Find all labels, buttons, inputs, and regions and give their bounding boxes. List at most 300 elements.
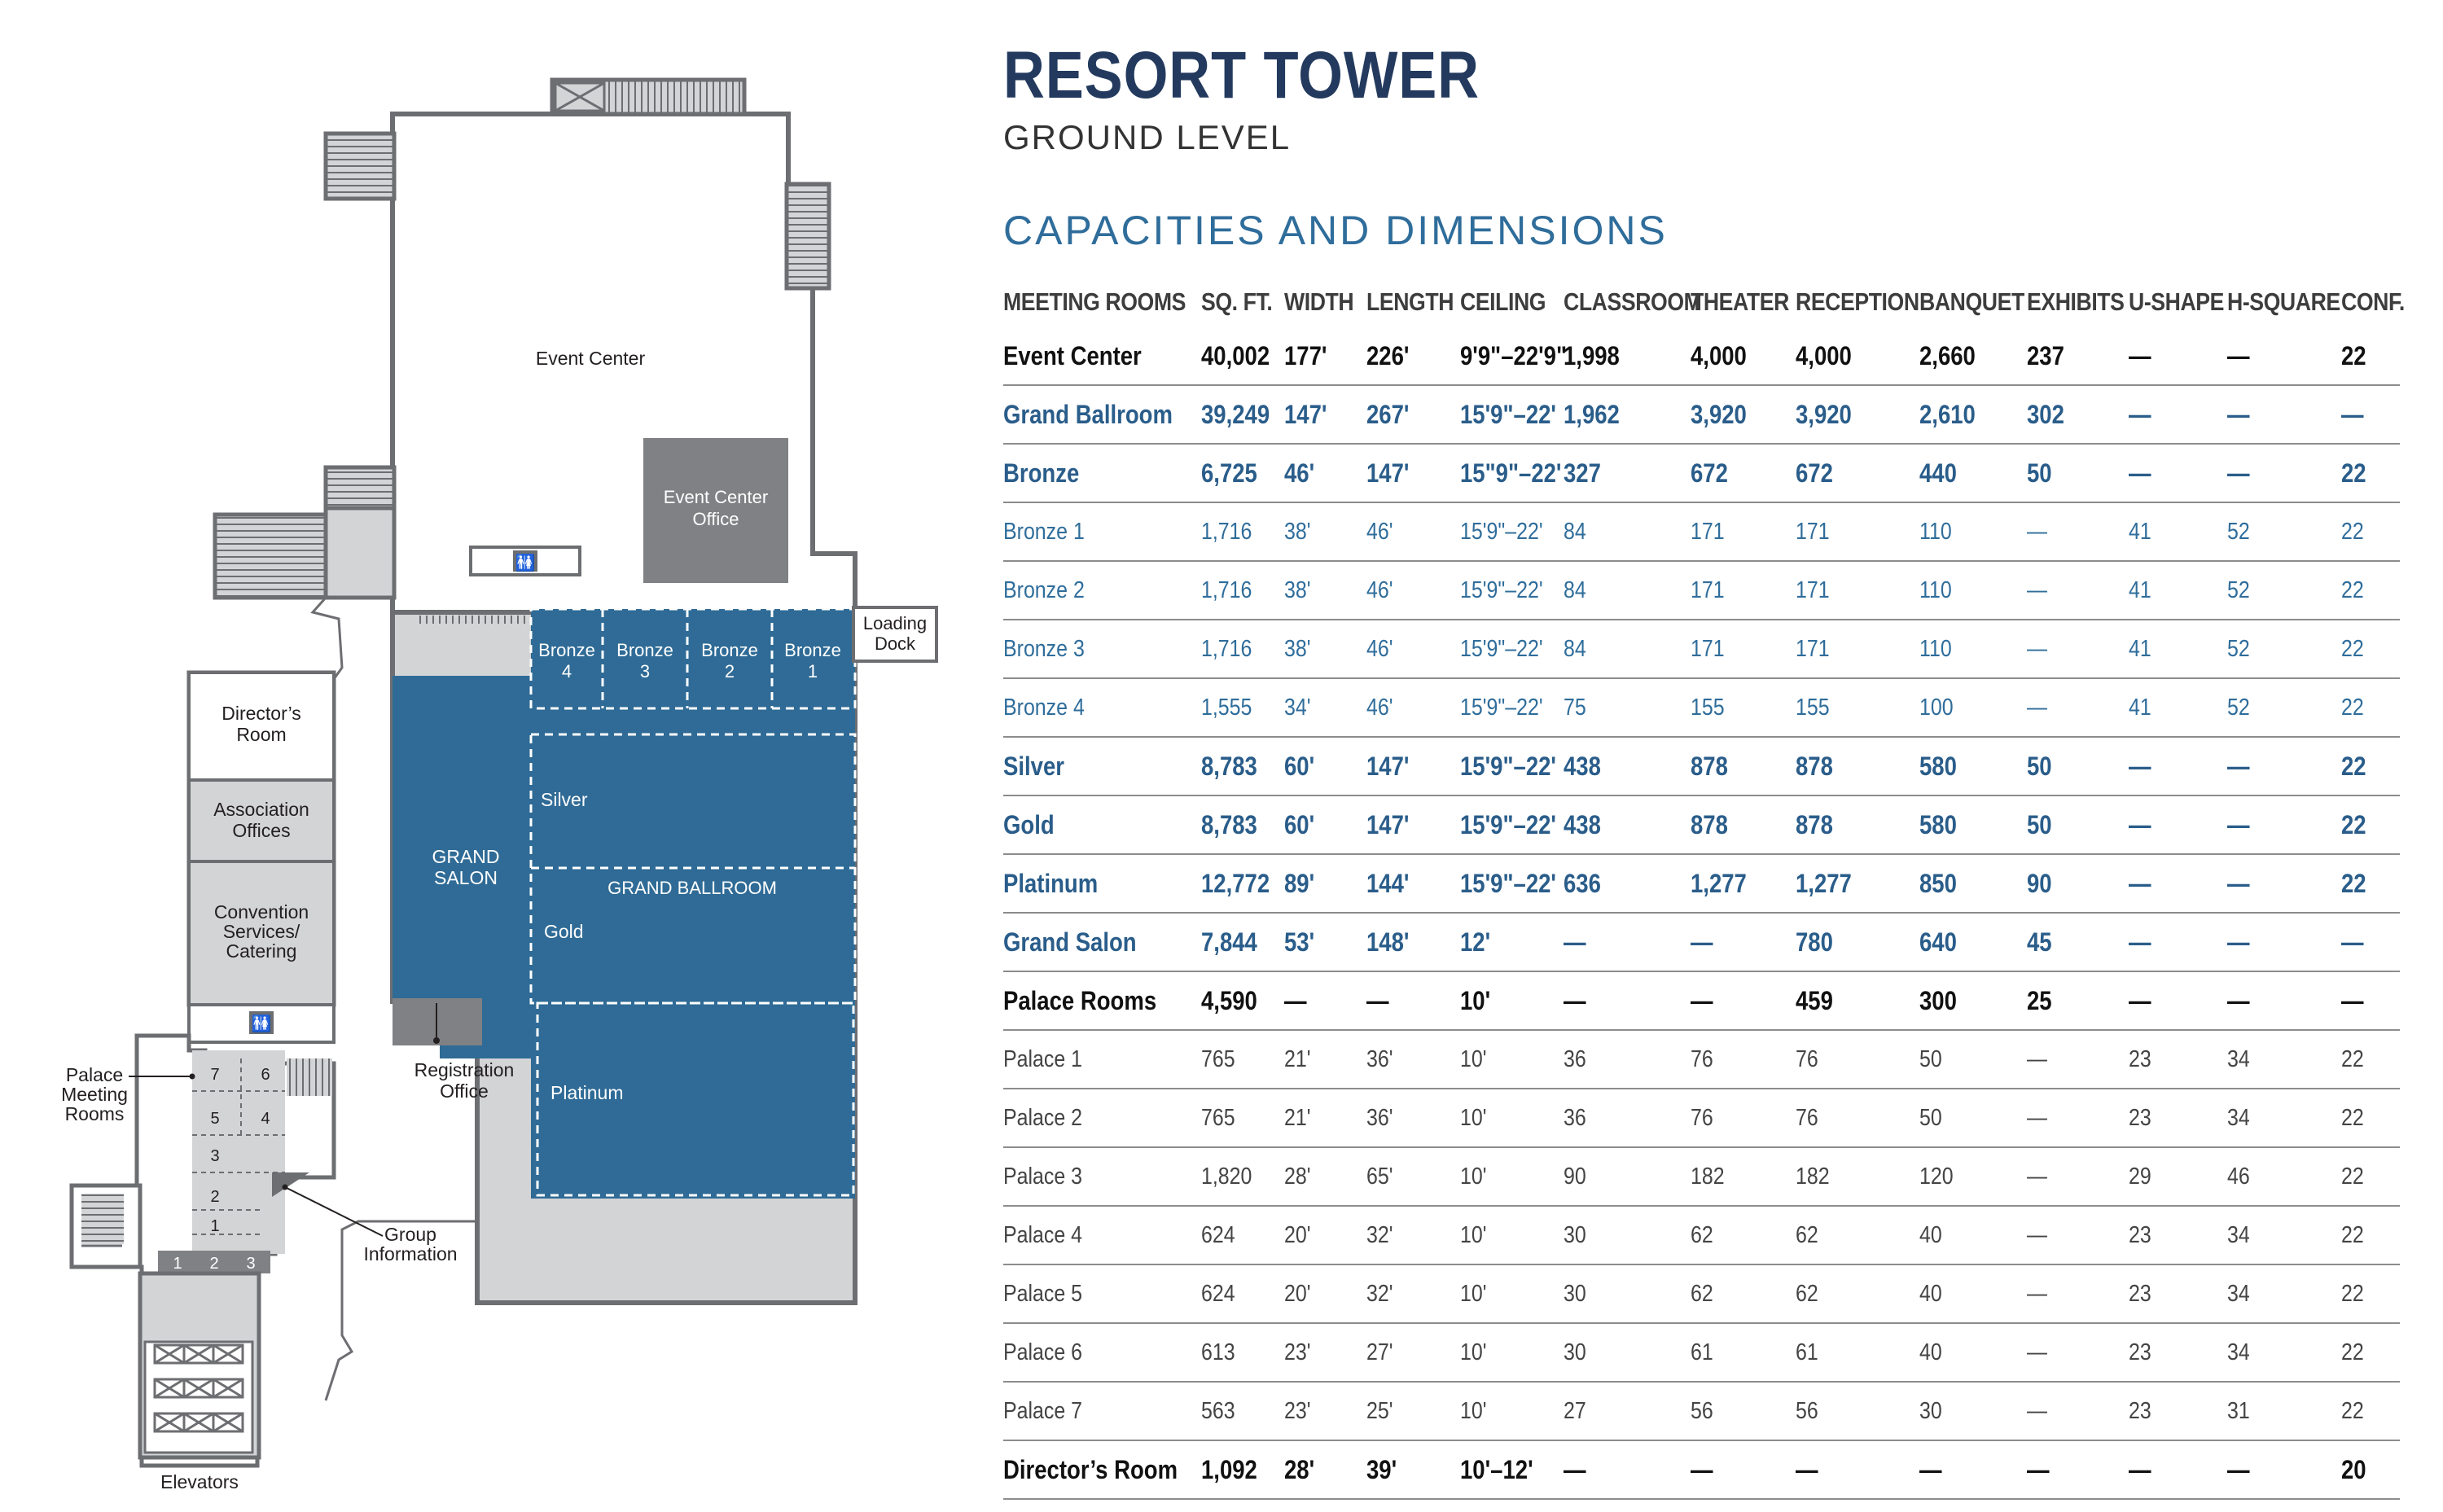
table-cell: 46' (1284, 444, 1366, 502)
svg-text:Services/: Services/ (222, 921, 300, 942)
table-cell: — (2027, 502, 2129, 561)
table-cell: 580 (1919, 737, 2027, 795)
table-cell: 76 (1796, 1030, 1919, 1089)
svg-text:Rooms: Rooms (64, 1103, 125, 1124)
table-cell: 22 (2341, 1206, 2400, 1264)
table-row (1003, 854, 2400, 913)
table-cell: 9'9"–22'9" (1460, 327, 1564, 385)
table-cell: — (1564, 913, 1691, 971)
svg-text:SALON: SALON (434, 867, 498, 888)
table-cell: 22 (2341, 854, 2400, 913)
group-information[interactable] (283, 1185, 458, 1265)
capacities-table (1003, 277, 2405, 1500)
table-cell: 780 (1796, 913, 1919, 971)
table-cell: 30 (1564, 1323, 1691, 1382)
table-cell: 10' (1460, 1206, 1564, 1264)
table-cell: 30 (1564, 1206, 1691, 1264)
table-row (1003, 913, 2400, 971)
table-cell: 34 (2227, 1206, 2341, 1264)
table-cell: — (2129, 385, 2227, 444)
table-cell: — (1691, 971, 1796, 1030)
svg-text:4: 4 (261, 1110, 270, 1128)
table-cell: 155 (1796, 678, 1919, 737)
table-cell: 171 (1691, 502, 1796, 561)
table-cell: 40,002 (1201, 327, 1284, 385)
table-cell: 46' (1366, 678, 1460, 737)
table-cell: 1,716 (1201, 620, 1284, 678)
table-cell: 40 (1919, 1323, 2027, 1382)
table-cell: — (2027, 1323, 2129, 1382)
table-cell: — (2027, 1147, 2129, 1206)
table-cell: 171 (1796, 502, 1919, 561)
svg-text:7: 7 (210, 1066, 220, 1084)
table-cell: — (2341, 385, 2400, 444)
svg-text:Office: Office (440, 1080, 489, 1102)
table-cell: 12,772 (1201, 854, 1284, 913)
gold-room[interactable]: Gold (544, 921, 584, 942)
table-cell: 22 (2341, 1089, 2400, 1147)
table-cell: 40 (1919, 1264, 2027, 1323)
svg-text:1: 1 (807, 661, 818, 681)
table-row (1003, 1264, 2400, 1323)
grand-ballroom[interactable] (531, 609, 855, 1199)
table-cell: 624 (1201, 1264, 1284, 1323)
table-row (1003, 795, 2400, 854)
table-cell: 10' (1460, 1147, 1564, 1206)
table-cell: 878 (1691, 795, 1796, 854)
table-cell: 267' (1366, 385, 1460, 444)
table-cell: 41 (2129, 502, 2227, 561)
event-center-label: Event Center (535, 348, 646, 369)
table-cell: — (2227, 795, 2341, 854)
table-cell: 110 (1919, 620, 2027, 678)
table-cell: 22 (2341, 444, 2400, 502)
page-subtitle: GROUND LEVEL (1003, 118, 1292, 156)
table-cell: 177' (1284, 327, 1366, 385)
svg-text:3: 3 (639, 661, 651, 681)
table-cell: 38' (1284, 620, 1366, 678)
table-cell: 36' (1366, 1030, 1460, 1089)
table-cell: 41 (2129, 678, 2227, 737)
room-name-cell: Grand Ballroom (1003, 385, 1201, 444)
room-name-cell: Palace 4 (1003, 1206, 1201, 1264)
column-header: U-SHAPE (2129, 287, 2224, 316)
table-cell: 1,716 (1201, 561, 1284, 620)
table-cell: 15'9"–22' (1460, 678, 1564, 737)
table-cell: 76 (1691, 1089, 1796, 1147)
table-cell: 39' (1366, 1440, 1460, 1499)
table-cell: 878 (1796, 737, 1919, 795)
svg-text:Room: Room (236, 724, 287, 745)
table-cell: 22 (2341, 620, 2400, 678)
table-cell: 438 (1564, 737, 1691, 795)
column-header: MEETING ROOMS (1003, 287, 1186, 316)
table-cell: 21' (1284, 1030, 1366, 1089)
column-header: THEATER (1691, 287, 1789, 316)
table-cell: 65' (1366, 1147, 1460, 1206)
table-cell: 90 (1564, 1147, 1691, 1206)
table-cell: 624 (1201, 1206, 1284, 1264)
table-cell: 61 (1691, 1323, 1796, 1382)
table-cell: 237 (2027, 327, 2129, 385)
table-cell: 22 (2341, 561, 2400, 620)
event-center-office[interactable] (643, 438, 788, 583)
table-cell: 1,555 (1201, 678, 1284, 737)
svg-text:Palace: Palace (65, 1064, 124, 1085)
svg-text:1: 1 (173, 1255, 182, 1273)
svg-text:Bronze: Bronze (538, 640, 595, 660)
table-cell: 62 (1796, 1264, 1919, 1323)
table-cell: 38' (1284, 561, 1366, 620)
svg-text:3: 3 (210, 1147, 220, 1165)
svg-text:3: 3 (246, 1255, 256, 1273)
restroom-icon (471, 547, 580, 575)
table-row (1003, 1089, 2400, 1147)
table-cell: 84 (1564, 502, 1691, 561)
table-cell: — (1366, 971, 1460, 1030)
table-cell: 36' (1366, 1089, 1460, 1147)
table-cell: 15'9"–22' (1460, 737, 1564, 795)
table-cell: 10' (1460, 971, 1564, 1030)
table-cell: — (1564, 971, 1691, 1030)
table-cell: 10' (1460, 1382, 1564, 1440)
table-cell: 580 (1919, 795, 2027, 854)
svg-text:Bronze: Bronze (784, 640, 841, 660)
table-cell: 1,962 (1564, 385, 1691, 444)
table-cell: 40 (1919, 1206, 2027, 1264)
convention-services[interactable] (189, 861, 334, 1005)
table-cell: — (1564, 1440, 1691, 1499)
svg-text:Offices: Offices (232, 820, 291, 841)
table-cell: — (2129, 854, 2227, 913)
table-cell: 22 (2341, 737, 2400, 795)
table-cell: 60' (1284, 795, 1366, 854)
table-cell: 147' (1366, 444, 1460, 502)
table-cell: 4,000 (1691, 327, 1796, 385)
svg-text:2: 2 (724, 661, 735, 681)
room-name-cell: Bronze 4 (1003, 678, 1201, 737)
table-cell: 50 (2027, 444, 2129, 502)
table-cell: — (2027, 1382, 2129, 1440)
table-cell: 10' (1460, 1089, 1564, 1147)
table-cell: 84 (1564, 561, 1691, 620)
table-cell: 15'9"–22' (1460, 620, 1564, 678)
table-cell: 12' (1460, 913, 1564, 971)
table-cell: 6,725 (1201, 444, 1284, 502)
silver-room[interactable]: Silver (541, 789, 588, 810)
table-cell: 171 (1691, 620, 1796, 678)
table-cell: 22 (2341, 502, 2400, 561)
table-cell: 20' (1284, 1206, 1366, 1264)
table-cell: 22 (2341, 678, 2400, 737)
svg-text:🚻: 🚻 (251, 1015, 272, 1033)
table-cell: 23 (2129, 1030, 2227, 1089)
stairs-icon (326, 134, 394, 199)
table-cell: 75 (1564, 678, 1691, 737)
table-cell: 1,716 (1201, 502, 1284, 561)
palace-meeting-rooms[interactable] (192, 1050, 285, 1254)
table-cell: — (2027, 678, 2129, 737)
table-cell: 7,844 (1201, 913, 1284, 971)
table-cell: 52 (2227, 620, 2341, 678)
table-cell: 32' (1366, 1206, 1460, 1264)
table-cell: 2,660 (1919, 327, 2027, 385)
table-cell: 29 (2129, 1147, 2227, 1206)
table-cell: 100 (1919, 678, 2027, 737)
svg-text:Convention: Convention (213, 901, 309, 923)
table-cell: 90 (2027, 854, 2129, 913)
table-cell: 52 (2227, 678, 2341, 737)
table-cell: — (2129, 737, 2227, 795)
room-name-cell: Bronze 2 (1003, 561, 1201, 620)
table-cell: 50 (2027, 737, 2129, 795)
elevator-icon (140, 1273, 259, 1457)
svg-text:Catering: Catering (226, 940, 297, 962)
table-row (1003, 1382, 2400, 1440)
column-header: CEILING (1460, 287, 1546, 316)
table-cell: 22 (2341, 327, 2400, 385)
table-cell: — (2027, 1030, 2129, 1089)
table-cell: — (2341, 913, 2400, 971)
svg-text:Event Center: Event Center (663, 487, 769, 507)
table-cell: 171 (1796, 561, 1919, 620)
table-cell: 1,820 (1201, 1147, 1284, 1206)
table-cell: 147' (1366, 795, 1460, 854)
table-cell: 34 (2227, 1323, 2341, 1382)
table-cell: — (2027, 1089, 2129, 1147)
table-row (1003, 620, 2400, 678)
table-row (1003, 1030, 2400, 1089)
table-cell: 46' (1366, 561, 1460, 620)
room-name-cell: Event Center (1003, 327, 1201, 385)
table-cell: 3,920 (1796, 385, 1919, 444)
table-cell: — (2129, 913, 2227, 971)
table-row (1003, 327, 2400, 385)
table-cell: 23' (1284, 1323, 1366, 1382)
platinum-room[interactable]: Platinum (550, 1082, 624, 1103)
svg-text:Meeting: Meeting (61, 1084, 128, 1105)
table-cell: — (2227, 737, 2341, 795)
table-cell: — (1284, 971, 1366, 1030)
table-cell: 640 (1919, 913, 2027, 971)
table-cell: 15'9"–22' (1460, 795, 1564, 854)
table-cell: 23 (2129, 1206, 2227, 1264)
svg-text:2: 2 (209, 1255, 219, 1273)
table-cell: — (2227, 913, 2341, 971)
svg-text:Association: Association (213, 799, 309, 820)
table-row (1003, 502, 2400, 561)
elevators-label: Elevators (160, 1471, 239, 1492)
svg-text:2: 2 (210, 1188, 220, 1206)
table-cell: 39,249 (1201, 385, 1284, 444)
table-cell: 84 (1564, 620, 1691, 678)
table-cell: 45 (2027, 913, 2129, 971)
table-cell: 27' (1366, 1323, 1460, 1382)
table-cell: 15'9"–22' (1460, 502, 1564, 561)
table-cell: 61 (1796, 1323, 1919, 1382)
room-name-cell: Silver (1003, 737, 1201, 795)
table-cell: 672 (1691, 444, 1796, 502)
table-cell: 1,092 (1201, 1440, 1284, 1499)
stairs-icon (326, 467, 394, 508)
table-cell: — (2227, 1440, 2341, 1499)
directors-room[interactable] (189, 673, 334, 780)
column-header: H-SQUARE (2227, 287, 2340, 316)
table-row (1003, 561, 2400, 620)
table-cell: 31 (2227, 1382, 2341, 1440)
table-cell: 15"9"–22' (1460, 444, 1564, 502)
table-cell: 22 (2341, 795, 2400, 854)
elevator-bank[interactable] (158, 1251, 270, 1273)
room-name-cell: Palace 3 (1003, 1147, 1201, 1206)
room-name-cell: Palace 1 (1003, 1030, 1201, 1089)
svg-text:Office: Office (692, 509, 739, 529)
table-cell: 155 (1691, 678, 1796, 737)
column-header: LENGTH (1366, 287, 1454, 316)
svg-text:4: 4 (561, 661, 572, 681)
column-header: BANQUET (1919, 287, 2024, 316)
table-cell: 23 (2129, 1264, 2227, 1323)
table-cell: 672 (1796, 444, 1919, 502)
table-cell: 50 (2027, 795, 2129, 854)
column-header: SQ. FT. (1201, 287, 1273, 316)
table-header (1003, 277, 2400, 327)
svg-text:Bronze: Bronze (701, 640, 758, 660)
table-cell: 62 (1691, 1206, 1796, 1264)
column-header: EXHIBITS (2027, 287, 2125, 316)
table-cell: — (2227, 971, 2341, 1030)
table-cell: 46' (1366, 502, 1460, 561)
svg-text:Information: Information (363, 1243, 458, 1264)
table-cell: — (2027, 620, 2129, 678)
room-name-cell: Director’s Room (1003, 1440, 1201, 1499)
table-cell: 182 (1796, 1147, 1919, 1206)
room-name-cell: Bronze 1 (1003, 502, 1201, 561)
table-cell: 765 (1201, 1030, 1284, 1089)
table-cell: 110 (1919, 502, 2027, 561)
floor-plan (0, 0, 993, 1512)
table-cell: 38' (1284, 502, 1366, 561)
table-cell: 30 (1919, 1382, 2027, 1440)
table-cell: 15'9"–22' (1460, 854, 1564, 913)
table-cell: 25 (2027, 971, 2129, 1030)
table-row (1003, 1440, 2400, 1499)
table-cell: 22 (2341, 1382, 2400, 1440)
table-cell: 2,610 (1919, 385, 2027, 444)
table-cell: 22 (2341, 1264, 2400, 1323)
table-row (1003, 737, 2400, 795)
table-cell: 613 (1201, 1323, 1284, 1382)
table-cell: 4,590 (1201, 971, 1284, 1030)
table-cell: 171 (1796, 620, 1919, 678)
svg-text:GRAND BALLROOM: GRAND BALLROOM (607, 878, 777, 898)
table-cell: 300 (1919, 971, 2027, 1030)
table-cell: 110 (1919, 561, 2027, 620)
table-cell: 28' (1284, 1440, 1366, 1499)
column-header: CLASSROOM (1564, 287, 1702, 316)
table-cell: — (2227, 385, 2341, 444)
stairs-icon (787, 184, 829, 288)
table-cell: 1,277 (1796, 854, 1919, 913)
association-offices[interactable] (189, 780, 334, 861)
table-cell: 62 (1796, 1206, 1919, 1264)
table-cell: 20 (2341, 1440, 2400, 1499)
svg-text:Registration: Registration (414, 1059, 515, 1080)
table-cell: 30 (1564, 1264, 1691, 1323)
table-cell: 226' (1366, 327, 1460, 385)
table-cell: 438 (1564, 795, 1691, 854)
room-name-cell: Palace 7 (1003, 1382, 1201, 1440)
table-cell: — (2227, 854, 2341, 913)
table-cell: 850 (1919, 854, 2027, 913)
table-cell: 636 (1564, 854, 1691, 913)
table-cell: 52 (2227, 502, 2341, 561)
table-cell: 36 (1564, 1089, 1691, 1147)
svg-text:6: 6 (261, 1066, 270, 1084)
table-cell: — (2129, 444, 2227, 502)
table-cell: — (1796, 1440, 1919, 1499)
svg-text:5: 5 (210, 1110, 220, 1128)
table-cell: 89' (1284, 854, 1366, 913)
table-cell: — (2341, 971, 2400, 1030)
svg-text:Director’s: Director’s (221, 703, 301, 724)
table-cell: 52 (2227, 561, 2341, 620)
table-cell: 15'9"–22' (1460, 561, 1564, 620)
svg-text:Group: Group (384, 1224, 436, 1245)
table-cell: 76 (1796, 1089, 1919, 1147)
table-cell: 15'9"–22' (1460, 385, 1564, 444)
table-cell: 22 (2341, 1030, 2400, 1089)
table-cell: 182 (1691, 1147, 1796, 1206)
table-cell: 10' (1460, 1030, 1564, 1089)
svg-text:Dock: Dock (874, 633, 916, 654)
table-cell: 120 (1919, 1147, 2027, 1206)
svg-text:GRAND: GRAND (432, 846, 500, 867)
table-cell: — (2027, 561, 2129, 620)
table-cell: — (2027, 1206, 2129, 1264)
table-row (1003, 678, 2400, 737)
loading-dock[interactable] (853, 607, 936, 661)
table-cell: 1,277 (1691, 854, 1796, 913)
table-cell: 34' (1284, 678, 1366, 737)
table-cell: 22 (2341, 1147, 2400, 1206)
table-cell: 302 (2027, 385, 2129, 444)
room-name-cell: Platinum (1003, 854, 1201, 913)
table-cell: 41 (2129, 620, 2227, 678)
table-cell: 147' (1284, 385, 1366, 444)
table-cell: 440 (1919, 444, 2027, 502)
table-cell: 36 (1564, 1030, 1691, 1089)
svg-text:Loading: Loading (862, 613, 928, 633)
table-cell: — (2027, 1264, 2129, 1323)
room-name-cell: Palace Rooms (1003, 971, 1201, 1030)
room-name-cell: Palace 6 (1003, 1323, 1201, 1382)
table-cell: 878 (1691, 737, 1796, 795)
room-name-cell: Palace 2 (1003, 1089, 1201, 1147)
section-title: CAPACITIES AND DIMENSIONS (1003, 208, 1668, 253)
table-cell: 8,783 (1201, 737, 1284, 795)
table-cell: — (1691, 913, 1796, 971)
table-cell: 10' (1460, 1323, 1564, 1382)
table-cell: 171 (1691, 561, 1796, 620)
stairs-icon (287, 1058, 332, 1096)
table-row (1003, 444, 2400, 502)
room-name-cell: Bronze (1003, 444, 1201, 502)
table-cell: 62 (1691, 1264, 1796, 1323)
table-cell: 8,783 (1201, 795, 1284, 854)
table-cell: 23 (2129, 1089, 2227, 1147)
table-cell: 147' (1366, 737, 1460, 795)
